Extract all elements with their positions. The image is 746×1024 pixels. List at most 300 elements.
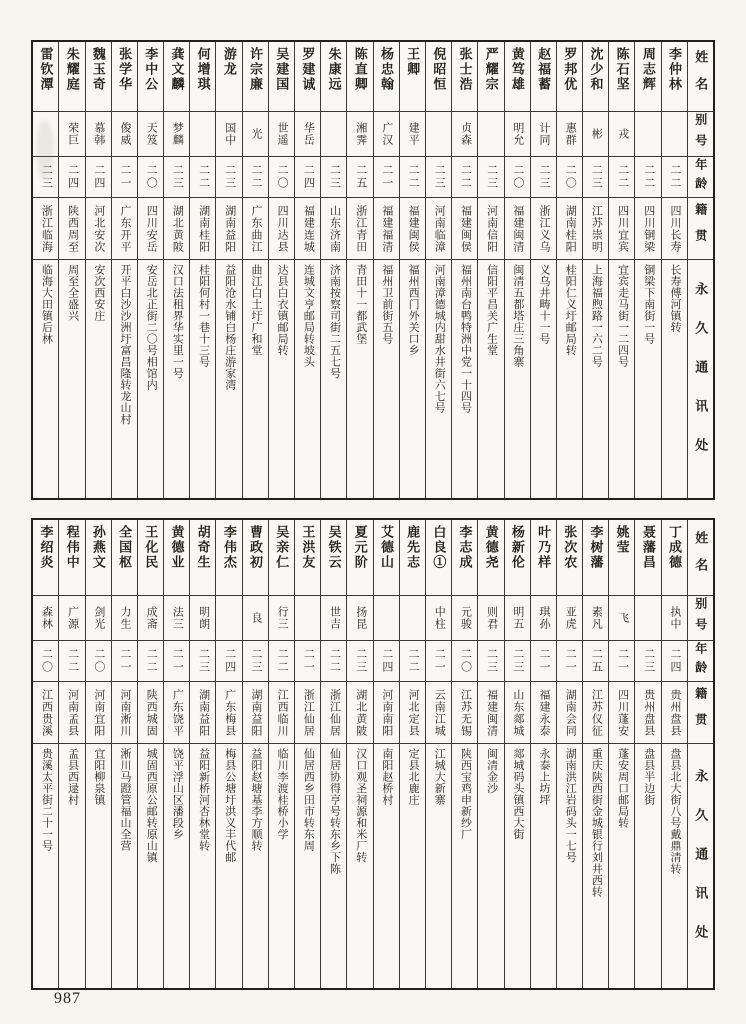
age-cell [59,641,84,682]
alias-cell-text: 森林 [40,606,53,630]
address-cell-text: 铜梁下南街一号 [642,264,655,345]
origin-cell-text: 河南淅川 [119,688,132,737]
name-cell [321,42,346,112]
origin-cell [347,198,372,260]
name-cell-text: 李伟杰 [221,525,237,570]
header-origin [688,198,713,260]
alias-cell [164,112,189,157]
age-cell-text: 二四 [223,648,236,674]
entry-column [661,42,687,498]
age-cell-text: 二三 [485,648,498,674]
alias-cell-text: 光 [249,128,262,140]
alias-cell [635,596,660,641]
origin-cell [164,198,189,260]
name-cell-text: 朱耀庭 [64,47,80,92]
name-cell-text: 王化民 [143,525,159,570]
entry-column [294,42,320,498]
header-origin-text: 籍贯 [693,686,708,739]
name-cell [635,42,660,112]
name-cell [478,520,503,596]
address-cell-text: 永泰上坊坪 [538,748,551,806]
age-cell [426,641,451,682]
name-cell [583,520,608,596]
name-cell-text: 孙燕文 [90,525,106,570]
alias-cell-text: 则君 [485,606,498,630]
age-cell-text: 二四 [380,648,393,674]
origin-cell [531,198,556,260]
address-cell [583,744,608,988]
name-cell [295,42,320,112]
alias-cell-text: 世遥 [276,122,289,146]
name-cell-text: 全国枢 [117,525,133,570]
address-cell-text: 临川李渡桂桥小学 [276,748,289,840]
origin-cell-text: 广东开平 [119,204,132,253]
address-cell [478,744,503,988]
directory-table-bottom [31,518,715,990]
alias-cell [190,112,215,157]
origin-cell [269,682,294,744]
alias-cell [216,596,241,641]
origin-cell-text: 山东济南 [328,204,341,253]
origin-cell [243,682,268,744]
address-cell [531,260,556,498]
entry-column [294,520,320,988]
address-cell-text: 湖南洪江岩码头一七号 [564,748,577,863]
alias-cell [400,112,425,157]
origin-cell-text: 湖北黄陂 [171,204,184,253]
address-cell [86,744,111,988]
age-cell-text: 二三 [40,164,53,190]
name-cell [190,42,215,112]
origin-cell-text: 陕西周至 [66,204,79,253]
age-cell-text: 二〇 [511,164,524,190]
alias-cell-text: 戎 [616,128,629,140]
origin-cell [452,682,477,744]
alias-cell-text: 贞森 [459,122,472,146]
entry-column [504,42,530,498]
address-cell-text: 青田十一都武堡 [354,264,367,345]
alias-cell-text: 扬昆 [354,606,367,630]
age-cell-text: 二三 [511,648,524,674]
name-cell [138,520,163,596]
alias-cell [583,596,608,641]
alias-cell [662,112,687,157]
age-cell-text: 二三 [642,648,655,674]
address-cell [164,744,189,988]
name-cell-text: 黄笃雄 [509,47,525,92]
alias-cell [583,112,608,157]
name-cell [112,520,137,596]
header-address [688,260,713,498]
entry-column [189,42,215,498]
alias-cell-text: 俊威 [119,122,132,146]
age-cell-text: 二二 [459,164,472,190]
age-cell [269,157,294,198]
address-cell [190,260,215,498]
origin-cell-text: 福建连城 [302,204,315,253]
origin-cell-text: 湖南益阳 [197,688,210,737]
origin-cell-text: 河南宜阳 [92,688,105,737]
age-cell-text: 二三 [433,164,446,190]
address-cell [347,260,372,498]
age-cell [112,641,137,682]
name-cell-text: 罗邦优 [562,47,578,92]
name-cell-text: 周志辉 [640,47,656,92]
address-cell [609,744,634,988]
name-cell-text: 张士浩 [457,47,473,92]
origin-cell-text: 湖北黄陂 [354,688,367,737]
header-alias [688,112,713,157]
name-cell [269,42,294,112]
name-cell-text: 陈石坚 [614,47,630,92]
age-cell [635,641,660,682]
name-cell-text: 吴建国 [274,47,290,92]
name-cell [557,520,582,596]
address-cell-text: 贵溪太平街二十一号 [40,748,53,852]
origin-cell-text: 福建永泰 [538,688,551,737]
address-cell-text: 陕西宝鸡申新纱厂 [459,748,472,840]
origin-cell [321,198,346,260]
alias-cell [426,112,451,157]
age-cell-text: 二三 [197,648,210,674]
age-cell-text: 二二 [249,164,262,190]
origin-cell [478,198,503,260]
alias-cell-text: 元骏 [459,606,472,630]
entry-column [556,42,582,498]
name-cell-text: 严耀宗 [483,47,499,92]
alias-cell [190,596,215,641]
age-cell-text: 二一 [380,164,393,190]
alias-cell-text: 梦麟 [171,122,184,146]
age-cell-text: 二一 [119,648,132,674]
origin-cell [662,198,687,260]
age-cell [164,641,189,682]
name-cell [59,520,84,596]
address-cell [321,260,346,498]
address-cell-text: 盘县半边街 [642,748,655,806]
age-cell-text: 二二 [328,648,341,674]
alias-cell [557,112,582,157]
alias-cell [295,596,320,641]
age-cell-text: 二四 [668,648,681,674]
header-alias-text: 别号 [693,597,708,639]
origin-cell [321,682,346,744]
address-cell [295,260,320,498]
address-cell [426,260,451,498]
entry-column [451,520,477,988]
origin-cell [426,198,451,260]
address-cell [374,744,399,988]
origin-cell-text: 浙江义乌 [538,204,551,253]
origin-cell [59,198,84,260]
entry-column [320,42,346,498]
address-cell [505,260,530,498]
name-cell-text: 胡奇生 [195,525,211,570]
name-cell [33,520,58,596]
address-cell-text: 长寿傅河镇转 [668,264,681,333]
entry-column [268,520,294,988]
address-cell [138,260,163,498]
address-cell-text: 安岳北正街二〇号相馆内 [145,264,158,391]
origin-cell [583,198,608,260]
age-cell [295,641,320,682]
address-cell [59,260,84,498]
age-cell-text: 二〇 [145,164,158,190]
name-cell-text: 程伟中 [64,525,80,570]
origin-cell-text: 江西临川 [276,688,289,737]
age-cell [190,157,215,198]
address-cell-text: 益阳沧水铺白杨庄游家湾 [223,264,236,391]
age-cell [243,641,268,682]
alias-cell [478,596,503,641]
alias-cell-text: 天笈 [145,122,158,146]
name-cell-text: 吴亲仁 [274,525,290,570]
address-cell-text: 南阳赵桥村 [380,748,393,806]
address-cell-text: 益阳赵塘基李方顺转 [249,748,262,852]
address-cell-text: 仙居西乡田市转东周 [302,748,315,852]
address-cell-text: 福州南台鸭特洲中党一十四号 [459,264,472,414]
name-cell-text: 王卿 [405,47,421,77]
origin-cell-text: 湖南会同 [564,688,577,737]
header-alias-text: 别号 [693,113,708,155]
name-cell-text: 姚莹 [614,525,630,555]
origin-cell-text: 河北定县 [407,688,420,737]
age-cell-text: 二五 [590,648,603,674]
origin-cell-text: 福建闽清 [511,204,524,253]
address-cell [269,260,294,498]
origin-cell [295,198,320,260]
header-age [688,641,713,682]
age-cell-text: 二三 [223,164,236,190]
entry-column [399,42,425,498]
origin-cell [478,682,503,744]
age-cell [347,157,372,198]
origin-cell [164,682,189,744]
address-cell [138,744,163,988]
name-cell-text: 艾德山 [378,525,394,570]
age-cell-text: 二四 [302,164,315,190]
origin-cell-text: 四川安岳 [145,204,158,253]
age-cell-text: 二五 [354,164,367,190]
address-cell [59,744,84,988]
age-cell-text: 二四 [92,164,105,190]
origin-cell [112,682,137,744]
age-cell-text: 二一 [171,648,184,674]
alias-cell [138,596,163,641]
alias-cell-text: 世吉 [328,606,341,630]
age-cell-text: 二一 [433,648,446,674]
entry-column [163,42,189,498]
address-cell-text: 曲江白土圩广和堂 [249,264,262,356]
age-cell [426,157,451,198]
alias-cell-text: 国中 [223,122,236,146]
address-cell-text: 城固西原公邮转原山镇 [145,748,158,863]
entry-column [137,520,163,988]
address-cell [635,260,660,498]
alias-cell [505,112,530,157]
address-cell [190,744,215,988]
name-cell-text: 黄德尧 [483,525,499,570]
address-cell-text: 桂阳何村一巷十三号 [197,264,210,368]
age-cell [164,157,189,198]
name-cell [426,42,451,112]
age-cell [374,641,399,682]
age-cell-text: 二二 [276,648,289,674]
name-cell [190,520,215,596]
entry-column [556,520,582,988]
age-cell [609,157,634,198]
name-cell-text: 李仲林 [667,47,683,92]
origin-cell-text: 四川长寿 [668,204,681,253]
entry-column [111,42,137,498]
age-cell-text: 二〇 [40,648,53,674]
origin-cell [635,198,660,260]
entry-column [85,42,111,498]
entry-column [58,42,84,498]
origin-cell-text: 浙江青田 [354,204,367,253]
age-cell [138,157,163,198]
entry-column [608,520,634,988]
address-cell-text: 汉口观圣祠源和米厂转 [354,748,367,863]
origin-cell-text: 福建闽侯 [459,204,472,253]
address-cell [662,260,687,498]
address-cell-text: 仙居协得亨号转东乡下陈 [328,748,341,875]
alias-cell-text: 素凡 [590,606,603,630]
alias-cell [609,596,634,641]
entry-column [634,520,660,988]
name-cell [112,42,137,112]
entry-column [661,520,687,988]
entry-column [477,520,503,988]
name-cell-text: 陈直卿 [352,47,368,92]
origin-cell-text: 湖南益阳 [223,204,236,253]
address-cell [635,744,660,988]
entry-column [425,520,451,988]
address-cell [452,744,477,988]
age-cell-text: 二四 [66,164,79,190]
name-cell [86,520,111,596]
name-cell [609,42,634,112]
age-cell [557,157,582,198]
address-cell-text: 江城大新寨 [433,748,446,806]
name-cell-text: 赵福蓄 [536,47,552,92]
alias-cell-text: 成斋 [145,606,158,630]
name-cell-text: 李树藩 [588,525,604,570]
address-cell [400,744,425,988]
entry-column [163,520,189,988]
origin-cell [269,198,294,260]
origin-cell [452,198,477,260]
address-cell-text: 饶平浮山区潘段乡 [171,748,184,840]
alias-cell [112,112,137,157]
origin-cell [609,198,634,260]
age-cell-text: 二三 [354,648,367,674]
origin-cell [243,198,268,260]
address-cell-text: 重庆陕西街金城银行刘井西转 [590,748,603,898]
origin-cell-text: 四川蓬安 [616,688,629,737]
address-cell [112,744,137,988]
name-cell-text: 夏元阶 [352,525,368,570]
origin-cell [216,682,241,744]
address-cell [243,260,268,498]
age-cell [295,157,320,198]
age-cell [662,641,687,682]
name-cell-text: 游龙 [221,47,237,77]
alias-cell-text: 计同 [538,122,551,146]
alias-cell [243,112,268,157]
entry-column [85,520,111,988]
header-address-text: 永久通讯处 [693,768,709,964]
entry-column [137,42,163,498]
alias-cell [269,596,294,641]
alias-cell [374,112,399,157]
entry-column [346,42,372,498]
origin-cell [505,198,530,260]
origin-cell [33,198,58,260]
alias-cell-text: 湘霁 [354,122,367,146]
age-cell [583,641,608,682]
header-column [687,42,713,498]
age-cell [478,157,503,198]
alias-cell-text: 良 [249,612,262,624]
name-cell [478,42,503,112]
name-cell [164,520,189,596]
name-cell-text: 李绍炎 [38,525,54,570]
age-cell [452,157,477,198]
address-cell-text: 宜阳柳泉镇 [92,748,105,806]
age-cell-text: 二一 [538,648,551,674]
name-cell [531,42,556,112]
age-cell [583,157,608,198]
header-address [688,744,713,988]
name-cell [243,42,268,112]
address-cell-text: 蓬安周口邮局转 [616,748,629,829]
entry-column [582,520,608,988]
name-cell-text: 丁成德 [667,525,683,570]
name-cell-text: 叶乃样 [536,525,552,570]
name-cell-text: 白良① [431,525,447,570]
name-cell [321,520,346,596]
address-cell-text: 盘县北大街八号戴鼎清转 [668,748,681,875]
name-cell-text: 杨新伦 [509,525,525,570]
address-cell-text: 安次西安庄 [92,264,105,322]
address-cell [86,260,111,498]
name-cell [662,520,687,596]
alias-cell-text: 中柱 [433,606,446,630]
address-cell [583,260,608,498]
name-cell [505,42,530,112]
origin-cell-text: 四川达县 [276,204,289,253]
entry-column [504,520,530,988]
age-cell [400,157,425,198]
address-cell [164,260,189,498]
origin-cell-text: 福建闽清 [485,688,498,737]
entry-column [215,42,241,498]
header-alias [688,596,713,641]
address-cell-text: 周至全盛兴 [66,264,79,322]
age-cell [269,641,294,682]
address-cell [321,744,346,988]
origin-cell [583,682,608,744]
alias-cell [531,112,556,157]
entry-column [373,42,399,498]
name-cell [216,520,241,596]
origin-cell-text: 河南南阳 [380,688,393,737]
origin-cell-text: 河南临漳 [433,204,446,253]
name-cell [216,42,241,112]
age-cell-text: 二一 [564,648,577,674]
entry-column [530,520,556,988]
